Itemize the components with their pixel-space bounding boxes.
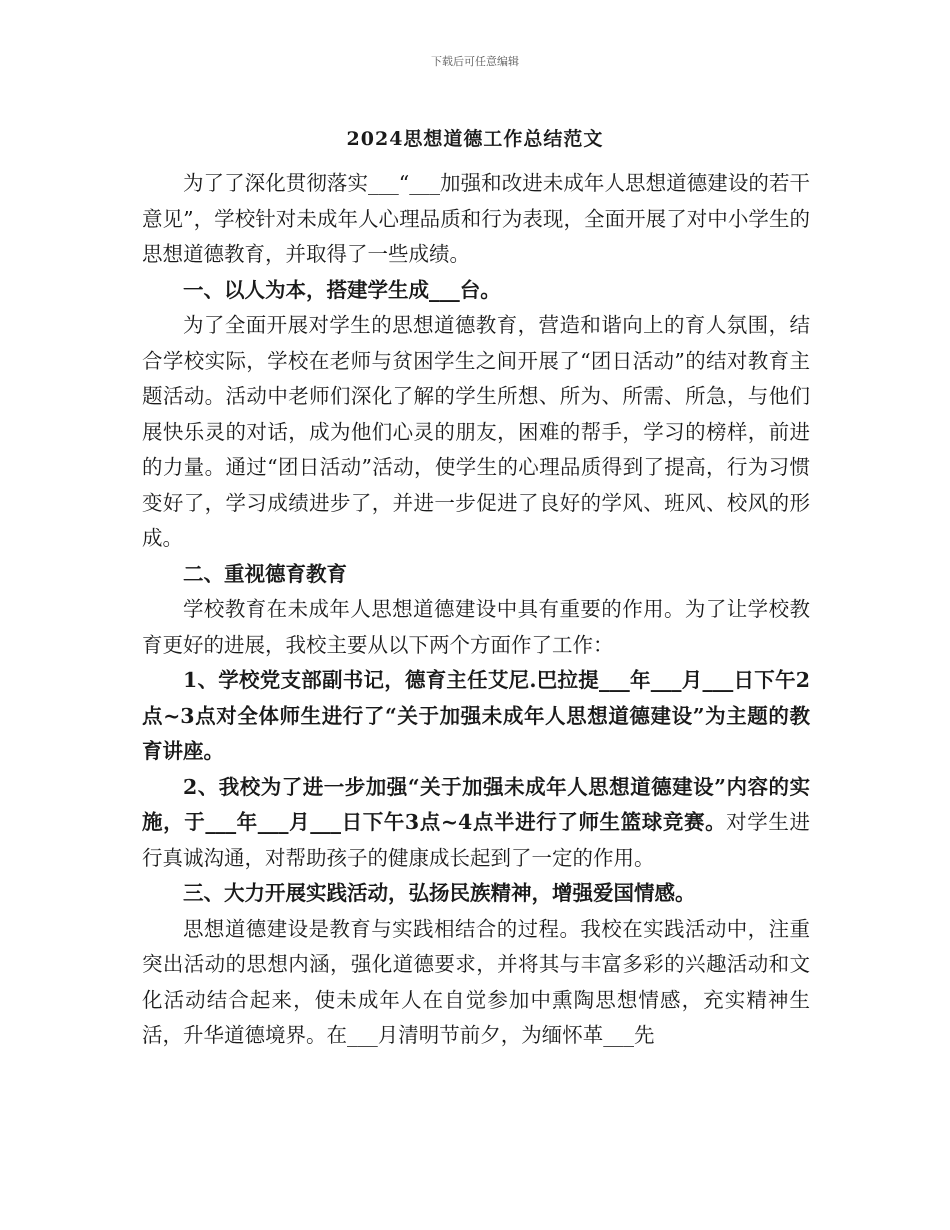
section-heading-3: 三、大力开展实践活动，弘扬民族精神，增强爱国情感。 (183, 881, 696, 905)
list-item-2 (142, 770, 810, 877)
list-item-2-rest: 对学生进行真诚沟通，对帮助孩子的健康成长起到了一定的作用。 (142, 810, 810, 870)
header-note: 下载后可任意编辑 (431, 55, 519, 68)
section-heading-2: 二、重视德育教育 (183, 561, 347, 586)
paragraph-section-3: 思想道德建设是教育与实践相结合的过程。我校在实践活动中，注重突出活动的思想内涵，强化道德要求，并将其与丰富多彩的兴趣活动和文化活动结合起来，使未成年人在自觉参加中熏陶思想情感，充实精神生活，升华道德境界。在___月清明节前夕，为缅怀革___先 (142, 916, 810, 1047)
list-item-2-bold: 2、我校为了进一步加强“关于加强未成年人思想道德建设”内容的实施，于___年___月___日下午3点~4点半进行了师生篮球竞赛。 (142, 774, 810, 834)
list-item-1: 1、学校党支部副书记，德育主任艾尼.巴拉提___年___月___日下午2点~3点对全体师生进行了“关于加强未成年人思想道德建设”为主题的教育讲座。 (142, 668, 810, 763)
paragraph-section-1: 为了全面开展对学生的思想道德教育，营造和谐向上的育人氛围，结合学校实际，学校在老师与贫困学生之间开展了“团日活动”的结对教育主题活动。活动中老师们深化了解的学生所想、所为、所需、所急，与他们展快乐灵的对话，成为他们心灵的朋友，困难的帮手，学习的榜样，前进的力量。通过“团日活动”活动，使学生的心理品质得到了提高，行为习惯变好了，学习成绩进步了，并进一步促进了良好的学风、班风、校风的形成。 (142, 313, 810, 550)
document-body (142, 166, 810, 1054)
paragraph-section-2: 学校教育在未成年人思想道德建设中具有重要的作用。为了让学校教育更好的进展，我校主要从以下两个方面作了工作： (142, 597, 810, 657)
document-title: 2024思想道德工作总结范文 (346, 128, 604, 150)
paragraph-intro: 为了了深化贯彻落实___“___加强和改进未成年人思想道德建设的若干意见”，学校针对未成年人心理品质和行为表现，全面开展了对中小学生的思想道德教育，并取得了一些成绩。 (142, 171, 810, 266)
section-heading-1: 一、以人为本，搭建学生成___台。 (183, 277, 501, 302)
